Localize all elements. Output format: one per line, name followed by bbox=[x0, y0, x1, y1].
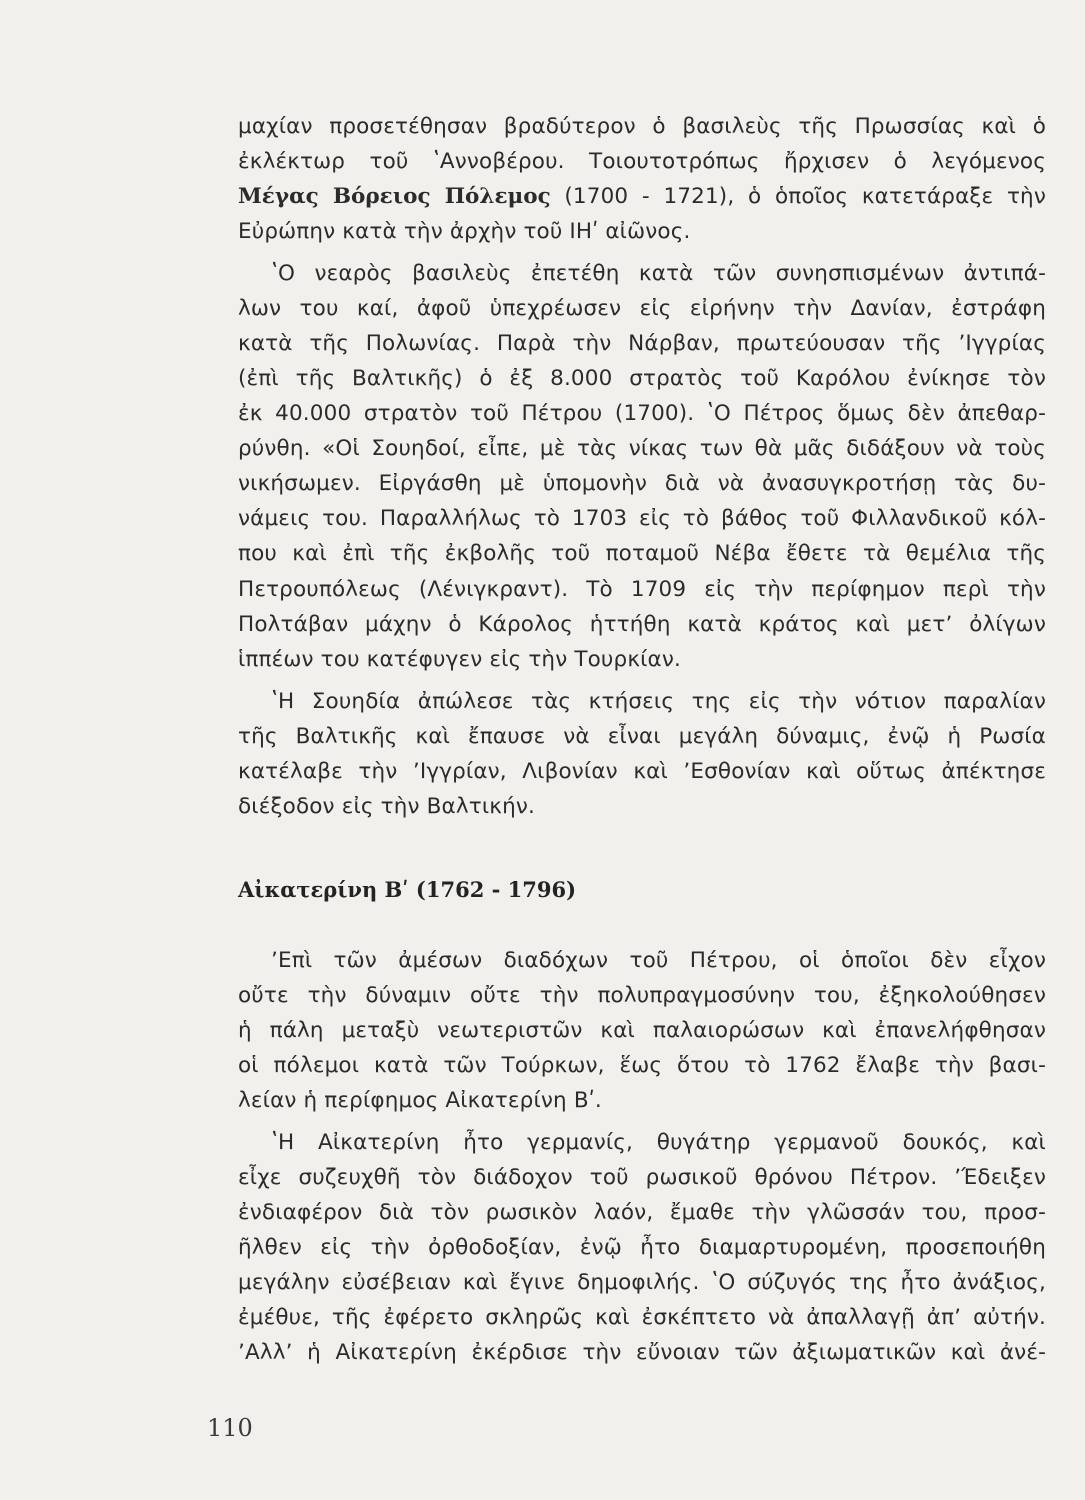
text-line: εἶχε συζευχθῆ τὸν διάδοχον τοῦ ρωσικοῦ θρόνου Πέτρον. ʼΈδειξεν bbox=[238, 1165, 1046, 1190]
bold-term: Μέγας Βόρειος Πόλεμος bbox=[238, 184, 551, 209]
page-number: 110 bbox=[207, 1414, 253, 1442]
text-line: ἐκ 40.000 στρατὸν τοῦ Πέτρου (1700). ʽΟ Πέτρος ὅμως δὲν ἀπεθαρ- bbox=[238, 401, 1046, 426]
text-line: τῆς Βαλτικῆς καὶ ἔπαυσε νὰ εἶναι μεγάλη δύναμις, ἐνῷ ἡ Ρωσία bbox=[238, 724, 1046, 749]
text-line: (ἐπὶ τῆς Βαλτικῆς) ὁ ἐξ 8.000 στρατὸς τοῦ Καρόλου ἐνίκησε τὸν bbox=[238, 366, 1046, 391]
text-line: ἡ πάλη μεταξὺ νεωτεριστῶν καὶ παλαιορώσων καὶ ἐπανελήφθησαν bbox=[238, 1018, 1046, 1043]
text-line: ῆλθεν εἰς τὴν ὀρθοδοξίαν, ἐνῷ ἦτο διαμαρτυρομένη, προσεποιήθη bbox=[238, 1235, 1046, 1260]
text-line: νικήσωμεν. Εἰργάσθη μὲ ὑπομονὴν διὰ νὰ ἀνασυγκροτήσῃ τὰς δυ- bbox=[238, 471, 1046, 496]
text-line: Πετρουπόλεως (Λένιγκραντ). Τὸ 1709 εἰς τὴν περίφημον περὶ τὴν bbox=[238, 577, 1046, 602]
text-line: ἐνδιαφέρον διὰ τὸν ρωσικὸν λαόν, ἔμαθε τὴν γλῶσσάν του, προσ- bbox=[238, 1200, 1046, 1225]
text-line: ʽΗ Σουηδία ἀπώλεσε τὰς κτήσεις της εἰς τὴν νότιον παραλίαν bbox=[271, 689, 1046, 714]
text-line: λων του καί, ἀφοῦ ὑπεχρέωσεν εἰς εἰρήνην τὴν Δανίαν, ἐστράφη bbox=[238, 296, 1046, 321]
text-line: μαχίαν προσετέθησαν βραδύτερον ὁ βασιλεὺς τῆς Πρωσσίας καὶ ὁ bbox=[238, 114, 1046, 139]
text-line: οἱ πόλεμοι κατὰ τῶν Τούρκων, ἕως ὅτου τὸ 1762 ἔλαβε τὴν βασι- bbox=[238, 1053, 1046, 1078]
text-line: που καὶ ἐπὶ τῆς ἐκβολῆς τοῦ ποταμοῦ Νέβα ἔθετε τὰ θεμέλια τῆς bbox=[238, 541, 1046, 566]
text-line: ʼΕπὶ τῶν ἀμέσων διαδόχων τοῦ Πέτρου, οἱ ὁποῖοι δὲν εἶχον bbox=[271, 948, 1046, 973]
text-line: Πολτάβαν μάχην ὁ Κάρολος ἡττήθη κατὰ κράτος καὶ μετʼ ὀλίγων bbox=[238, 612, 1046, 637]
text-line: Εὐρώπην κατὰ τὴν ἀρχὴν τοῦ ΙΗʹ αἰῶνος. bbox=[238, 219, 691, 244]
text-line: λείαν ἡ περίφημος Αἰκατερίνη Βʹ. bbox=[238, 1088, 602, 1113]
text-line: κατὰ τῆς Πολωνίας. Παρὰ τὴν Νάρβαν, πρωτεύουσαν τῆς ʼΙγγρίας bbox=[238, 331, 1046, 356]
text-line: οὔτε τὴν δύναμιν οὔτε τὴν πολυπραγμοσύνην του, ἐξηκολούθησεν bbox=[238, 983, 1046, 1008]
text-line: ἐμέθυε, τῆς ἐφέρετο σκληρῶς καὶ ἐσκέπτετο νὰ ἀπαλλαγῇ ἀπʼ αὐτήν. bbox=[238, 1305, 1046, 1330]
text-line: ʽΟ νεαρὸς βασιλεὺς ἐπετέθη κατὰ τῶν συνησπισμένων ἀντιπά- bbox=[271, 261, 1046, 286]
text-line: ρύνθη. «Οἱ Σουηδοί, εἶπε, μὲ τὰς νίκας των θὰ μᾶς διδάξουν νὰ τοὺς bbox=[238, 436, 1046, 461]
text-span: (1700 - 1721), ὁ ὁποῖος κατετάραξε τὴν bbox=[550, 184, 1046, 209]
text-line: ἱππέων του κατέφυγεν εἰς τὴν Τουρκίαν. bbox=[238, 647, 682, 672]
text-line: ʼΑλλʼ ἡ Αἰκατερίνη ἐκέρδισε τὴν εὔνοιαν τῶν ἀξιωματικῶν καὶ ἀνέ- bbox=[238, 1340, 1046, 1365]
text-line: κατέλαβε τὴν ʼΙγγρίαν, Λιβονίαν καὶ ʼΕσθονίαν καὶ οὕτως ἀπέκτησε bbox=[238, 759, 1046, 784]
text-line: νάμεις του. Παραλλήλως τὸ 1703 εἰς τὸ βάθος τοῦ Φιλλανδικοῦ κόλ- bbox=[238, 506, 1046, 531]
text-line bbox=[238, 183, 1046, 210]
text-line: ἐκλέκτωρ τοῦ ʽΑννοβέρου. Τοιουτοτρόπως ἤρχισεν ὁ λεγόμενος bbox=[238, 149, 1046, 174]
section-heading: Αἰκατερίνη Βʹ (1762 - 1796) bbox=[238, 877, 577, 902]
text-line: διέξοδον εἰς τὴν Βαλτικήν. bbox=[238, 794, 536, 819]
text-line: μεγάλην εὐσέβειαν καὶ ἔγινε δημοφιλής. ʽΟ σύζυγός της ἦτο ἀνάξιος, bbox=[238, 1270, 1046, 1295]
text-line: ʽΗ Αἰκατερίνη ἦτο γερμανίς, θυγάτηρ γερμανοῦ δουκός, καὶ bbox=[271, 1130, 1046, 1155]
